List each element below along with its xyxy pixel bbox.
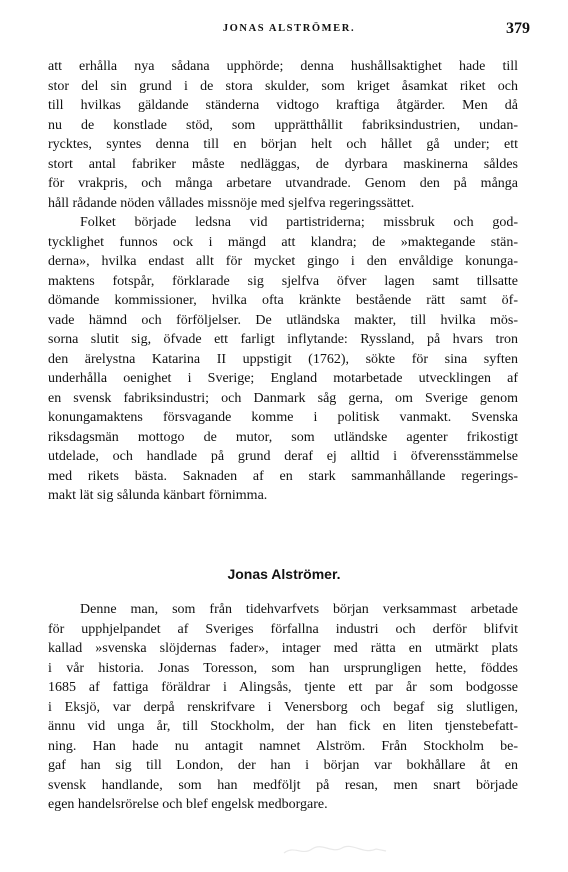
text-line: ännu vid unga år, till Stockholm, der han fick en liten tjenstebefatt-	[48, 719, 518, 734]
text-line: derna», hvilka endast allt för mycket gingo i den envåldige konunga-	[48, 254, 518, 269]
text-line: makt lät sig sålunda känbart förnimma.	[48, 488, 268, 503]
paragraph-1	[48, 57, 518, 213]
text-line: Denne man, som från tidehvarfvets början verksammast arbetade	[80, 602, 518, 617]
text-line: till hvilkas gäldande ständerna vidtogo kraftiga åtgärder. Men då	[48, 98, 518, 113]
text-line: kallad »svenska slöjdernas fader», intager med rätta en utmärkt plats	[48, 641, 518, 656]
text-line: maktens fotspår, förklarade sig sjelfva öfver lagen samt tillsatte	[48, 273, 518, 289]
text-line: svensk handlande, som han medföljt på resan, men snart började	[48, 777, 518, 793]
faint-watermark	[280, 842, 390, 858]
text-line: stor del sin grund i de stora skulder, som kriget åsamkat riket och	[48, 78, 518, 94]
page-number: 379	[506, 20, 530, 37]
text-line: sorna slutit sig, öfvade ett farligt inflytande: Ryssland, på hvars tron	[48, 332, 518, 347]
text-line: utdelade, och handlade på grund deraf ej alltid i öfverensstämmelse	[48, 449, 518, 464]
text-line: gaf han sig till London, der han i början var bokhållare åt en	[48, 758, 518, 773]
text-line: nu de konstlade stöd, som upprätthållit fabriksindustrien, undan-	[48, 117, 518, 133]
text-line: underhålla oenighet i Sverige; England motarbetade utvecklingen af	[48, 371, 518, 386]
text-line: egen handelsrörelse och blef engelsk medborgare.	[48, 797, 328, 812]
text-line: i vår historia. Jonas Toresson, som han ursprungligen hette, föddes	[48, 660, 518, 676]
text-line: för upphjelpandet af Sveriges förfallna industri och derför blifvit	[48, 621, 518, 637]
text-line: konungamaktens försvagande komme i politisk vanmakt. Svenska	[48, 410, 518, 425]
text-line: vade hämnd och förföljelser. De utländska makter, till hvilka mös-	[48, 312, 518, 328]
text-line: i Eksjö, var derpå renskrifvare i Venersborg och begaf sig slutligen,	[48, 699, 518, 715]
text-line: håll rådande nöden vållades missnöje med sjelfva regeringssättet.	[48, 195, 415, 211]
text-line: stort antal fabriker måste nedläggas, de dyrbara maskinerna såldes	[48, 156, 518, 172]
text-line: en svensk fabriksindustri; och Danmark såg gerna, om Sverige genom	[48, 390, 518, 406]
text-line: riksdagsmän mottogo de mutor, som utländske agenter frikostigt	[48, 429, 518, 445]
text-line: ning. Han hade nu antagit namnet Alström. Från Stockholm be-	[48, 738, 518, 754]
text-line: rycktes, syntes denna till en början helt och hållet gå under; ett	[48, 137, 518, 152]
text-line: dömande kommissioner, hvilka ofta kränkte bestående rätt samt öf-	[48, 293, 518, 308]
text-line: den ärelystna Katarina II uppstigit (1762), sökte för sina syften	[48, 351, 518, 367]
text-line: tycklighet funnos ock i mängd att klandra; de »maktegande stän-	[48, 234, 518, 250]
text-line: med rikets bästa. Saknaden af en stark sammanhållande regerings-	[48, 468, 518, 484]
running-head	[48, 20, 530, 42]
section-heading: Jonas Alströmer.	[227, 566, 341, 582]
text-line: för vrakpris, och många arbetare utvandrade. Genom den på många	[48, 176, 518, 191]
text-line: att erhålla nya sådana upphörde; denna hushållsaktighet hade till	[48, 59, 518, 74]
text-line: Folket började ledsna vid partistriderna; missbruk och god-	[80, 215, 518, 230]
text-line: 1685 af fattiga föräldrar i Alingsås, tjente ett par år som bodgosse	[48, 680, 518, 695]
running-title: JONAS ALSTRÖMER.	[222, 23, 356, 34]
paragraph-3	[48, 600, 518, 815]
paragraph-2	[48, 213, 518, 506]
